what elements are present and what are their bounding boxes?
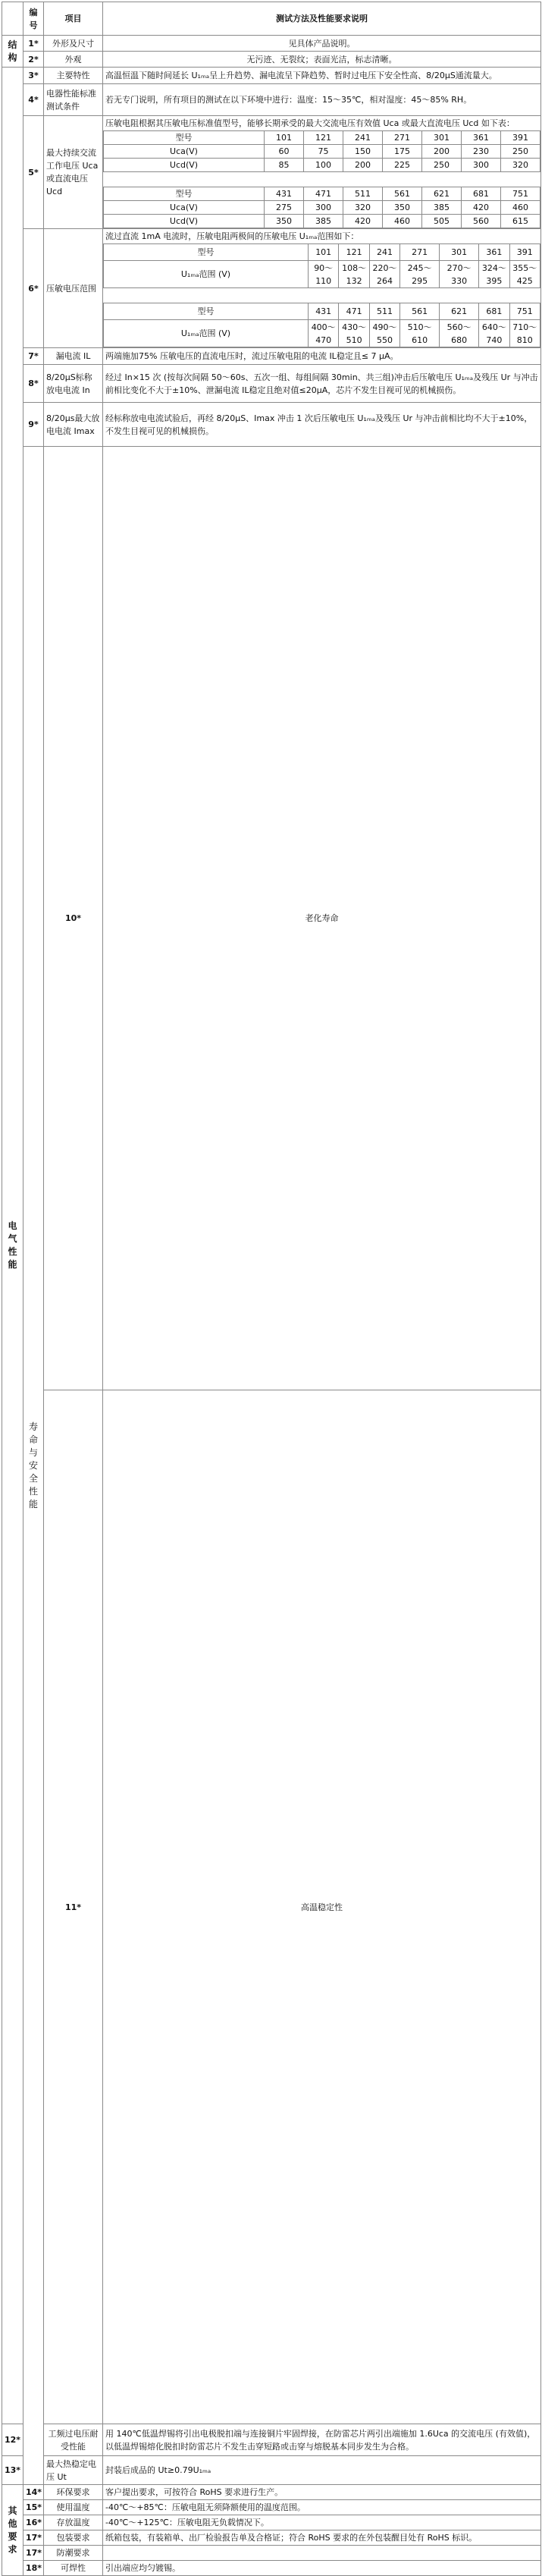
table-row xyxy=(2,348,541,365)
cell: 510～610 xyxy=(400,320,440,347)
row-desc: 若无专门说明，所有项目的测试在以下环境中进行：温度：15～35℃，相对湿度：45～85% RH。 xyxy=(103,84,541,116)
cell: 751 xyxy=(501,187,540,201)
cell: 355～425 xyxy=(509,261,540,288)
header-no: 编号 xyxy=(23,2,44,36)
cell: 391 xyxy=(509,244,540,261)
cell: 60 xyxy=(265,145,304,159)
row-desc: 压敏电阻根据其压敏电压标准值型号，能够长期承受的最大交流电压有效值 Uca 或最大直流电压 Ucd 如下表： xyxy=(105,118,515,128)
cell: 220～264 xyxy=(369,261,399,288)
header-category xyxy=(2,2,23,36)
cell: 361 xyxy=(479,244,509,261)
cell: 385 xyxy=(422,201,462,215)
cell: 710～810 xyxy=(509,320,540,347)
row-item: 存放温度 xyxy=(44,2515,103,2530)
cell: 361 xyxy=(462,131,501,145)
cell: 271 xyxy=(400,244,440,261)
cell: 400～470 xyxy=(309,320,339,347)
row-item: 高温稳定性 xyxy=(103,1390,541,2424)
inner-row xyxy=(104,201,540,215)
row-no: 16* xyxy=(23,2515,44,2530)
row-no: 10* xyxy=(44,447,103,1390)
cell: 175 xyxy=(383,145,422,159)
inner-row xyxy=(104,131,540,145)
cell: 300 xyxy=(462,159,501,172)
cell: 275 xyxy=(265,201,304,215)
label-range: U₁ₘₐ范围 (V) xyxy=(104,320,309,347)
cell: 121 xyxy=(304,131,343,145)
table-row xyxy=(2,447,541,1390)
header-item: 项目 xyxy=(44,2,103,36)
inner-row xyxy=(104,244,540,261)
table-row xyxy=(2,2500,541,2515)
row-no: 14* xyxy=(23,2485,44,2500)
cell: 751 xyxy=(509,303,540,320)
row-no: 17* xyxy=(23,2530,44,2546)
cell: 90～110 xyxy=(309,261,339,288)
table-row xyxy=(2,2424,541,2456)
table-row xyxy=(2,2456,541,2485)
inner-row xyxy=(104,159,540,172)
label-model: 型号 xyxy=(104,187,265,201)
row-desc-nested xyxy=(103,116,541,229)
inner-row xyxy=(104,187,540,201)
table-row xyxy=(2,68,541,84)
row-no: 9* xyxy=(23,403,44,447)
row-item: 最大持续交流工作电压 Uca 或直流电压 Ucd xyxy=(44,116,103,229)
cell: 615 xyxy=(501,215,540,228)
row-no: 5* xyxy=(23,116,44,229)
cell: 511 xyxy=(343,187,383,201)
row-item: 8/20μs最大放电电流 Imax xyxy=(44,403,103,447)
row-no: 2* xyxy=(23,52,44,68)
cell: 250 xyxy=(422,159,462,172)
cell: 225 xyxy=(383,159,422,172)
label-uca: Uca(V) xyxy=(104,201,265,215)
row-desc: 客户提出要求，可按符合 RoHS 要求进行生产。 xyxy=(103,2485,541,2500)
cell: 560 xyxy=(462,215,501,228)
table-row xyxy=(2,84,541,116)
row-item: 漏电流 IL xyxy=(44,348,103,365)
row-item: 环保要求 xyxy=(44,2485,103,2500)
cell: 681 xyxy=(462,187,501,201)
cell: 245～295 xyxy=(400,261,440,288)
row-desc: 见具体产品说明。 xyxy=(103,36,541,52)
cell: 560～680 xyxy=(440,320,479,347)
inner-row xyxy=(104,145,540,159)
row-no: 12* xyxy=(2,2424,23,2456)
row-desc-nested xyxy=(103,229,541,348)
cell: 230 xyxy=(462,145,501,159)
row-item: 主要特性 xyxy=(44,68,103,84)
cell: 471 xyxy=(339,303,369,320)
row-no: 15* xyxy=(23,2500,44,2515)
table-row xyxy=(2,52,541,68)
row-item: 外观 xyxy=(44,52,103,68)
row-no: 17* xyxy=(23,2546,44,2561)
row-no: 8* xyxy=(23,365,44,403)
row-desc: 纸箱包装，有装箱单、出厂检验报告单及合格证；符合 RoHS 要求的在外包装醒目处有 RoHS 标识。 xyxy=(103,2530,541,2546)
cell: 430～510 xyxy=(339,320,369,347)
cell: 471 xyxy=(304,187,343,201)
inner-row xyxy=(104,261,540,288)
category-structure: 结构 xyxy=(2,36,23,68)
label-model: 型号 xyxy=(104,244,309,261)
header-row xyxy=(2,2,541,36)
cell: 200 xyxy=(343,159,383,172)
label-uca: Uca(V) xyxy=(104,145,265,159)
table-row xyxy=(2,2530,541,2546)
row-no: 1* xyxy=(23,36,44,52)
row-desc xyxy=(103,2546,541,2561)
cell: 505 xyxy=(422,215,462,228)
row-item: 包装要求 xyxy=(44,2530,103,2546)
table-row xyxy=(2,2561,541,2576)
cell: 460 xyxy=(383,215,422,228)
cell: 640～740 xyxy=(479,320,509,347)
cell: 150 xyxy=(343,145,383,159)
cell: 460 xyxy=(501,201,540,215)
inner-spacer xyxy=(104,288,540,303)
voltage-range-table xyxy=(103,243,540,347)
cell: 511 xyxy=(369,303,399,320)
cell: 108～132 xyxy=(339,261,369,288)
table-row xyxy=(2,36,541,52)
ucd-table xyxy=(103,130,540,228)
cell: 250 xyxy=(501,145,540,159)
cell: 420 xyxy=(343,215,383,228)
row-no: 6* xyxy=(23,229,44,348)
table-row xyxy=(2,2485,541,2500)
cell: 101 xyxy=(309,244,339,261)
row-item: 电器性能标准测试条件 xyxy=(44,84,103,116)
row-desc: 无污迹、无裂纹；表面光洁，标志清晰。 xyxy=(103,52,541,68)
cell: 200 xyxy=(422,145,462,159)
row-desc: 两端施加75% 压敏电压的直流电压时，流过压敏电阻的电流 IL稳定且≤ 7 μA。 xyxy=(103,348,541,365)
row-no: 3* xyxy=(23,68,44,84)
row-item: 外形及尺寸 xyxy=(44,36,103,52)
row-item: 防潮要求 xyxy=(44,2546,103,2561)
category-electrical: 电气性能 xyxy=(2,68,23,2424)
table-row xyxy=(2,116,541,229)
row-item: 最大热稳定电压 Ut xyxy=(44,2456,103,2485)
label-model: 型号 xyxy=(104,303,309,320)
cell: 561 xyxy=(400,303,440,320)
row-no: 18* xyxy=(23,2561,44,2576)
cell: 681 xyxy=(479,303,509,320)
label-ucd: Ucd(V) xyxy=(104,159,265,172)
table-row xyxy=(2,2546,541,2561)
table-row xyxy=(2,1390,541,2424)
cell: 301 xyxy=(440,244,479,261)
cell: 350 xyxy=(265,215,304,228)
row-item: 工频过电压耐受性能 xyxy=(44,2424,103,2456)
cell: 391 xyxy=(501,131,540,145)
header-desc: 测试方法及性能要求说明 xyxy=(103,2,541,36)
row-desc: 引出端应均匀镀锡。 xyxy=(103,2561,541,2576)
row-desc: -40℃～+85℃：压敏电阻无须降额使用的温度范围。 xyxy=(103,2500,541,2515)
cell: 320 xyxy=(501,159,540,172)
cell: 271 xyxy=(383,131,422,145)
category-other: 其他要求 xyxy=(2,2485,23,2576)
cell: 241 xyxy=(369,244,399,261)
table-row xyxy=(2,2515,541,2530)
row-item: 8/20μS标称放电电流 In xyxy=(44,365,103,403)
cell: 385 xyxy=(304,215,343,228)
row-item: 老化寿命 xyxy=(103,447,541,1390)
row-desc: 流过直流 1mA 电流时，压敏电阻两极间的压敏电压 U₁ₘₐ范围如下： xyxy=(105,231,359,241)
cell: 85 xyxy=(265,159,304,172)
row-desc: 经过 In×15 次 (按每次间隔 50～60s、五次一组、每组间隔 30min、共三组)冲击后压敏电压 U₁ₘₐ及残压 Ur 与冲击前相比变化不大于±10%、泄漏电流 IL稳定且绝对值≤20μA，芯片不发生目视可见的机械损伤。 xyxy=(103,365,541,403)
inner-spacer xyxy=(104,172,540,187)
cell: 621 xyxy=(440,303,479,320)
cell: 324～395 xyxy=(479,261,509,288)
inner-row xyxy=(104,303,540,320)
label-range: U₁ₘₐ范围 (V) xyxy=(104,261,309,288)
cell: 320 xyxy=(343,201,383,215)
row-no: 11* xyxy=(44,1390,103,2424)
cell: 350 xyxy=(383,201,422,215)
cell: 241 xyxy=(343,131,383,145)
cell: 420 xyxy=(462,201,501,215)
cell: 121 xyxy=(339,244,369,261)
cell: 431 xyxy=(265,187,304,201)
inner-row xyxy=(104,215,540,228)
cell: 490～550 xyxy=(369,320,399,347)
row-item: 可焊性 xyxy=(44,2561,103,2576)
label-ucd: Ucd(V) xyxy=(104,215,265,228)
row-desc: 用 140℃低温焊锡将引出电极脱扣端与连接铜片牢固焊接，在防雷芯片两引出端施加 1.6Uca 的交流电压 (有效值)，以低温焊锡熔化脱扣时防雷芯片不发生击穿短路或击穿与熔脱基本同步发生为合格。 xyxy=(103,2424,541,2456)
row-no: 13* xyxy=(2,2456,23,2485)
table-row xyxy=(2,229,541,348)
label-model: 型号 xyxy=(104,131,265,145)
row-desc: -40℃～+125℃：压敏电阻无负载情况下。 xyxy=(103,2515,541,2530)
row-no: 7* xyxy=(23,348,44,365)
cell: 100 xyxy=(304,159,343,172)
cell: 621 xyxy=(422,187,462,201)
cell: 101 xyxy=(265,131,304,145)
row-item: 使用温度 xyxy=(44,2500,103,2515)
cell: 301 xyxy=(422,131,462,145)
category-life: 寿命与安全性能 xyxy=(23,447,44,2485)
inner-row xyxy=(104,320,540,347)
cell: 270～330 xyxy=(440,261,479,288)
cell: 431 xyxy=(309,303,339,320)
row-no: 4* xyxy=(23,84,44,116)
row-desc: 经标称放电电流试验后，再经 8/20μS、Imax 冲击 1 次后压敏电压 U₁ₘₐ及残压 Ur 与冲击前相比均不大于±10%，不发生目视可见的机械损伤。 xyxy=(103,403,541,447)
cell: 300 xyxy=(304,201,343,215)
cell: 75 xyxy=(304,145,343,159)
table-row xyxy=(2,365,541,403)
cell: 561 xyxy=(383,187,422,201)
spec-table xyxy=(2,2,541,2576)
row-desc: 封装后成品的 Ut≥0.79U₁ₘₐ xyxy=(103,2456,541,2485)
table-row xyxy=(2,403,541,447)
row-item: 压敏电压范围 xyxy=(44,229,103,348)
row-desc: 高温恒温下随时间延长 U₁ₘₐ呈上升趋势、漏电流呈下降趋势、暂时过电压下安全性高、8/20μS通流量大。 xyxy=(103,68,541,84)
